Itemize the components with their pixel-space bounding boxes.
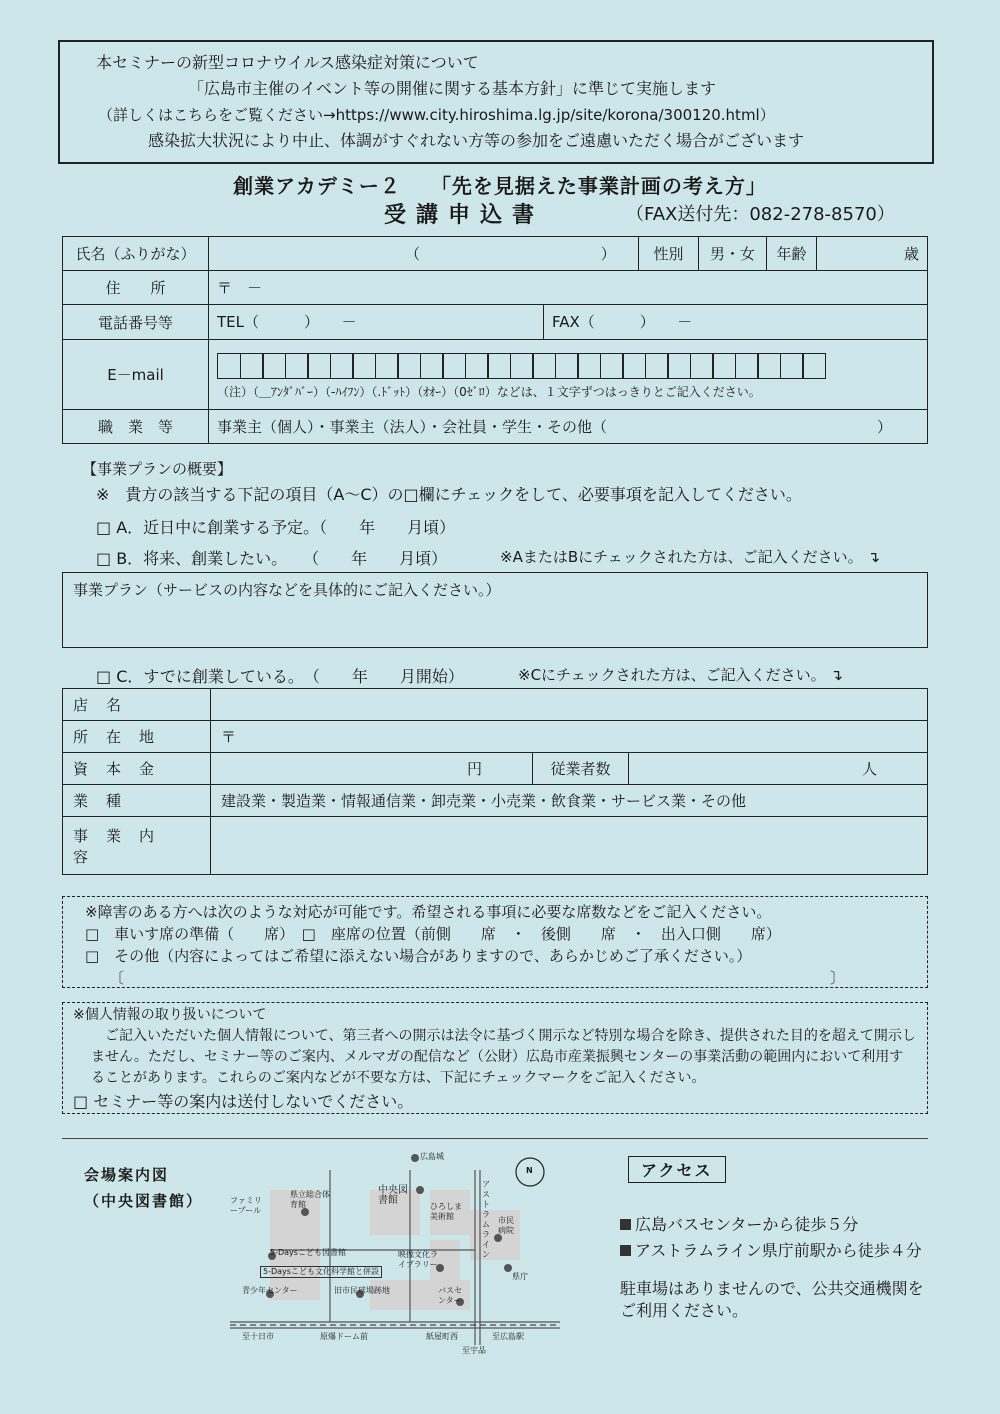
label-culture-library: 映像文化ライブラリー [398, 1250, 438, 1269]
bracket-open: 〔 [109, 969, 125, 987]
label-to-hatsukaichi: 至十日市 [242, 1332, 274, 1341]
shop-name-label: 店名 [63, 689, 211, 721]
address-label: 住 所 [63, 271, 209, 305]
location-label: 所在地 [63, 721, 211, 753]
business-table [62, 688, 928, 875]
map-title-line1: 会場案内図 [84, 1166, 170, 1184]
option-c-note-text: ※Cにチェックされた方は、ご記入ください。 [518, 666, 826, 684]
option-b-checkbox[interactable]: □ B．将来、創業したい。 （ 年 月頃） [96, 549, 448, 568]
covid-policy: 「広島市主催のイベント等の開催に関する基本方針」に準じて実施します [188, 79, 717, 98]
privacy-body: ご記入いただいた個人情報について、第三者への開示は法令に基づく開示など特別な場合を除き、提供された目的を超えて開示しません。ただし、セミナー等のご案内、メルマガの配信など（公財）広島市産業振興センターの事業活動の範囲内において利用することがあります。これらのご案内などが不要な方は、下記にチェックマークをご記入ください。 [91, 1028, 916, 1086]
seminar-name: 創業アカデミー２ [233, 174, 401, 198]
parking-line2: ご利用ください。 [620, 1301, 749, 1320]
square-bullet-icon [620, 1245, 631, 1256]
shop-name-field[interactable] [211, 689, 928, 721]
name-field[interactable] [209, 237, 639, 271]
age-field[interactable]: 歳 [817, 237, 928, 271]
label-folk-museum: 旧市民球場跡地 [334, 1286, 390, 1295]
option-c-checkbox[interactable]: □ C．すでに創業している。 （ 年 月開始） [96, 667, 464, 686]
industry-label: 業種 [63, 785, 211, 817]
privacy-heading: ※個人情報の取り扱いについて [73, 1007, 267, 1023]
label-to-hiroshima-station: 至広島駅 [492, 1332, 524, 1341]
applicant-table [62, 236, 928, 444]
business-plan-box[interactable] [62, 572, 928, 648]
parking-note [620, 1278, 924, 1322]
divider [62, 1138, 928, 1139]
capital-field[interactable]: 円 [211, 753, 533, 785]
venue-map [230, 1150, 560, 1355]
disability-seat-options[interactable]: □ 車いす席の準備（ 席） □ 座席の位置（前側 席 ・ 後側 席 ・ 出入口側 席） [85, 925, 781, 943]
industry-field[interactable]: 建設業・製造業・情報通信業・卸売業・小売業・飲食業・サービス業・その他 [211, 785, 928, 817]
label-castle: 広島城 [420, 1152, 444, 1161]
covid-heading: 本セミナーの新型コロナウイルス感染症対策について [96, 53, 479, 72]
option-ab-note-text: ※AまたはBにチェックされた方は、ご記入ください。 [500, 548, 863, 566]
business-content-field[interactable] [211, 817, 928, 875]
label-astram: アストラムライン [482, 1180, 490, 1259]
email-field[interactable] [209, 340, 928, 410]
employees-label: 従業者数 [533, 753, 629, 785]
label-bus-center: バスセンター [438, 1286, 462, 1305]
north-icon: N [526, 1166, 533, 1175]
fax-field[interactable]: FAX（ ） － [552, 313, 693, 331]
email-char-grid[interactable] [217, 353, 919, 379]
name-label: 氏名（ふりがな） [63, 237, 209, 271]
disability-box [62, 896, 928, 988]
tel-field[interactable]: TEL（ ） － [209, 305, 544, 339]
bracket-close: 〕 [829, 969, 845, 987]
phone-label: 電話番号等 [63, 305, 209, 340]
location-field[interactable]: 〒 [211, 721, 928, 753]
email-label: E－mail [63, 340, 209, 410]
access-bus [620, 1212, 858, 1235]
parking-line1: 駐車場はありませんので、公共交通機関を [620, 1279, 924, 1298]
seminar-subtitle: 「先を見据えた事業計画の考え方」 [430, 174, 767, 198]
email-note: （注）（＿ｱﾝﾀﾞﾊﾞｰ）（-ﾊｲﾌﾝ）（.ﾄﾞｯﾄ）（ｵｵｰ）（0ｾﾞﾛ）などは、１文字ずつはっきりとご記入ください。 [217, 385, 761, 399]
business-content-label: 事業内容 [63, 817, 211, 875]
job-field[interactable]: 事業主（個人）・事業主（法人）・会社員・学生・その他（ ） [209, 410, 928, 444]
label-gym: 県立総合体育館 [290, 1190, 330, 1209]
address-field[interactable]: 〒 － [209, 271, 928, 305]
option-ab-note [500, 546, 880, 567]
label-kids-science: 5-Daysこども文化科学館と併設 [260, 1266, 382, 1278]
label-dome: 原爆ドーム前 [320, 1332, 368, 1341]
access-title: アクセス [628, 1156, 726, 1183]
label-to-ujina: 至宇品 [462, 1346, 486, 1355]
label-pref-office: 県庁 [512, 1272, 528, 1281]
application-heading: 受講申込書 [384, 203, 545, 228]
privacy-optout-checkbox[interactable]: □ セミナー等の案内は送付しないでください。 [73, 1092, 414, 1111]
label-kamiyacho: 紙屋町西 [426, 1332, 458, 1341]
covid-url: （詳しくはこちらをご覧ください→https://www.city.hiroshima.lg.jp/site/korona/300120.html） [98, 106, 775, 124]
job-label: 職 業 等 [63, 410, 209, 444]
gender-label: 性別 [639, 237, 699, 271]
disability-heading: ※障害のある方へは次のような対応が可能です。希望される事項に必要な席数などをご記入ください。 [85, 903, 772, 921]
access-astram [620, 1238, 922, 1261]
access-bus-text: 広島バスセンターから徒歩５分 [635, 1215, 859, 1234]
arrow-down-icon: ↴ [830, 666, 843, 684]
label-youth-center: 青少年センター [242, 1286, 298, 1295]
label-kids-library: 5-Daysこども図書館 [270, 1248, 346, 1257]
name-paren-open: （ [405, 245, 421, 263]
plan-instruction: ※ 貴方の該当する下記の項目（A～C）の□欄にチェックをして、必要事項を記入してください。 [96, 485, 802, 504]
covid-notice-box [58, 40, 934, 164]
employees-field[interactable]: 人 [629, 753, 928, 785]
disability-other-field[interactable] [85, 967, 905, 989]
disability-other-option[interactable]: □ その他（内容によってはご希望に添えない場合がありますので、あらかじめご了承ください。） [85, 947, 752, 965]
label-city-hospital: 市民病院 [498, 1216, 514, 1235]
gender-field[interactable]: 男・女 [699, 237, 767, 271]
label-central-library: 中央図書館 [378, 1185, 408, 1206]
business-plan-label: 事業プラン（サービスの内容などを具体的にご記入ください。） [73, 581, 501, 599]
access-astram-text: アストラムライン県庁前駅から徒歩４分 [635, 1241, 922, 1260]
name-paren-close: ） [600, 245, 616, 263]
square-bullet-icon [620, 1219, 631, 1230]
seminar-title [0, 170, 1000, 199]
capital-label: 資本金 [63, 753, 211, 785]
age-label: 年齢 [767, 237, 817, 271]
privacy-box [62, 1002, 928, 1114]
option-c-note [518, 664, 843, 685]
map-title [84, 1162, 203, 1214]
fax-destination: （FAX送付先：082-278-8570） [626, 204, 895, 225]
label-museum: ひろしま美術館 [430, 1202, 462, 1221]
label-family-pool: ファミリープール [230, 1196, 262, 1215]
map-title-line2: （中央図書館） [84, 1192, 204, 1210]
covid-warning: 感染拡大状況により中止、体調がすぐれない方等の参加をご遠慮いただく場合がございます [148, 131, 805, 150]
arrow-down-icon: ↴ [867, 548, 881, 566]
option-a-checkbox[interactable]: □ A．近日中に創業する予定。（ 年 月頃） [96, 518, 456, 537]
plan-heading: 【事業プランの概要】 [82, 460, 233, 478]
